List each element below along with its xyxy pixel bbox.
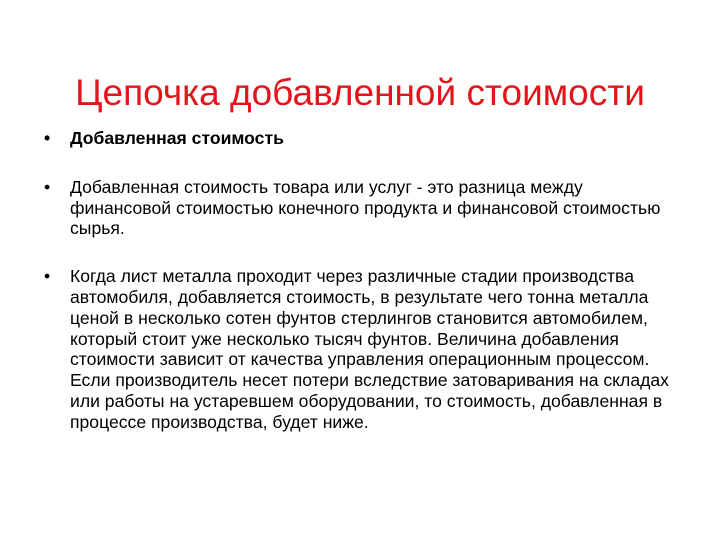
bullet-icon: • (44, 266, 51, 287)
bullet-item (44, 266, 684, 432)
bullet-item (44, 128, 684, 149)
slide-title: Цепочка добавленной стоимости (75, 71, 645, 113)
bullet-list (44, 128, 684, 433)
bullet-text: Добавленная стоимость (70, 128, 284, 148)
bullet-icon: • (44, 128, 51, 148)
bullet-text: Когда лист металла проходит через различные стадии производства автомобиля, добавляется стоимость, в результате чего тонна металла ценой в несколько сотен фунтов стерлингов становится автомобилем, который стоит уже несколько тысяч фунтов. Величина добавления стоимости зависит от качества управления операционным процессом. Если производитель несет потери вследствие затоваривания на складах или работы на устаревшем оборудовании, то стоимость, добавленная в процессе производства, будет ниже. (70, 266, 669, 432)
bullet-icon: • (44, 176, 51, 197)
bullet-item (44, 177, 684, 239)
bullet-text: Добавленная стоимость товара или услуг - это разница между финансовой стоимостью конечного продукта и финансовой стоимостью сырья. (70, 176, 661, 239)
